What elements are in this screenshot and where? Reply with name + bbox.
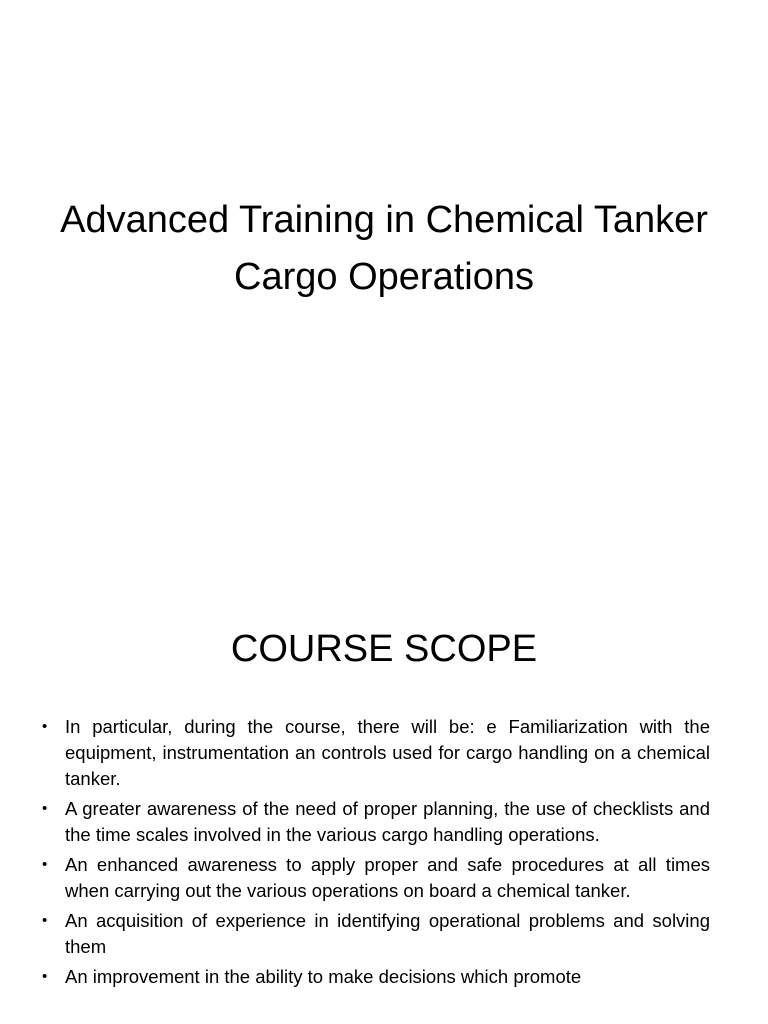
course-scope-slide bbox=[0, 576, 768, 1024]
bullet-item-decisions bbox=[40, 964, 710, 990]
bullet-item-safe-procedures bbox=[40, 852, 710, 904]
bullet-text: An improvement in the ability to make decisions which promote bbox=[65, 966, 582, 987]
bullet-icon: • bbox=[42, 718, 48, 735]
bullet-icon: • bbox=[42, 968, 48, 985]
bullet-text: An enhanced awareness to apply proper and safe procedures at all times when carrying out the various operations on board a chemical tanker. bbox=[65, 854, 710, 901]
bullet-icon: • bbox=[42, 856, 48, 873]
course-scope-heading: COURSE SCOPE bbox=[230, 628, 538, 670]
bullet-item-planning bbox=[40, 796, 710, 848]
bullet-item-experience bbox=[40, 908, 710, 960]
bullet-item-familiarization bbox=[40, 714, 710, 792]
bullet-text: A greater awareness of the need of proper planning, the use of checklists and the time scales involved in the various cargo handling operations. bbox=[65, 798, 710, 845]
bullet-text: In particular, during the course, there will be: e Familiarization with the equipment, instrumentation an controls used for cargo handling on a chemical tanker. bbox=[65, 716, 710, 789]
bullet-icon: • bbox=[42, 800, 48, 817]
course-scope-bullet-list bbox=[40, 714, 710, 994]
bullet-text: An acquisition of experience in identifying operational problems and solving them bbox=[65, 910, 710, 957]
title-heading: Advanced Training in Chemical Tanker Cargo Operations bbox=[60, 199, 708, 298]
bullet-icon: • bbox=[42, 912, 48, 929]
